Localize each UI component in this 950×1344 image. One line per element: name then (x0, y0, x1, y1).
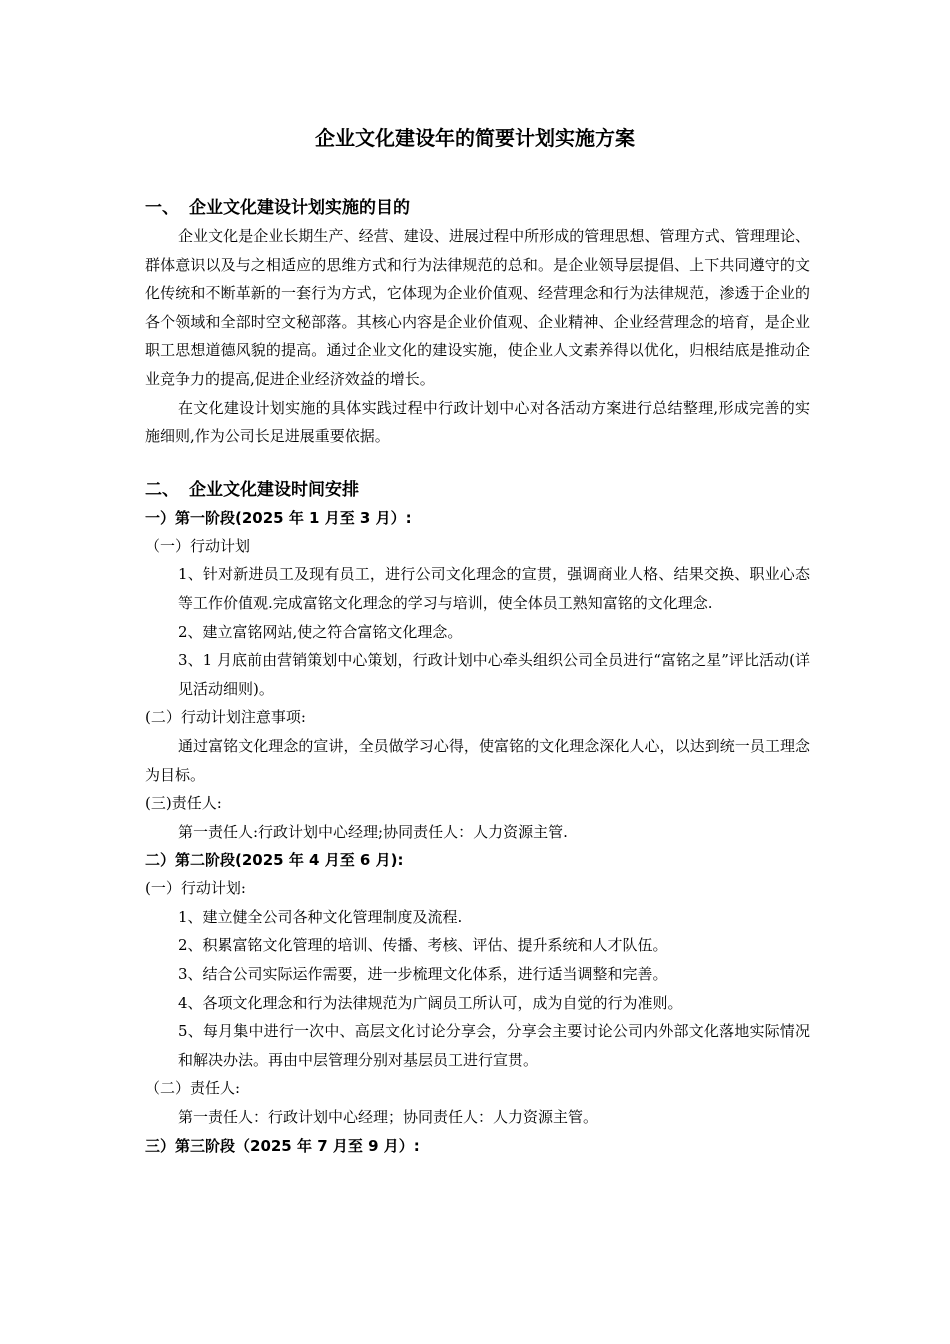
list-item: 4、各项文化理念和行为法律规范为广阔员工所认可，成为自觉的行为准则。 (178, 993, 683, 1012)
list-item: 2、积累富铭文化管理的培训、传播、考核、评估、提升系统和人才队伍。 (178, 936, 668, 955)
list-item: 5、每月集中进行一次中、高层文化讨论分享会，分享会主要讨论公司内外部文化落地实际情况和解决办法。再由中层管理分别对基层员工进行宣贯。 (178, 1022, 810, 1069)
list-item: 2、建立富铭网站,使之符合富铭文化理念。 (178, 622, 463, 641)
paragraph: 在文化建设计划实施的具体实践过程中行政计划中心对各活动方案进行总结整理,形成完善的实施细则,作为公司长足进展重要依据。 (145, 398, 810, 446)
list-item: 3、1 月底前由营销策划中心策划，行政计划中心牵头组织公司全员进行“富铭之星”评比活动(详见活动细则)。 (178, 651, 810, 698)
list-item: 3、结合公司实际运作需要，进一步梳理文化体系，进行适当调整和完善。 (178, 965, 668, 984)
section-heading-purpose (145, 195, 810, 222)
section-heading-schedule (145, 477, 810, 504)
section-title: 企业文化建设计划实施的目的 (189, 198, 410, 218)
section-title: 企业文化建设时间安排 (189, 479, 359, 500)
paragraph: 第一责任人:行政计划中心经理;协同责任人：人力资源主管. (178, 822, 568, 841)
subheading: （二）责任人: (145, 1079, 241, 1098)
section-number: 一、 (145, 198, 179, 218)
subheading: （一）行动计划 (145, 536, 251, 555)
paragraph: 企业文化是企业长期生产、经营、建设、进展过程中所形成的管理思想、管理方式、管理理论、群体意识以及与之相适应的思维方式和行为法律规范的总和。是企业领导层提倡、上下共同遵守的文化传统和不断革新的一套行为方式，它体现为企业价值观、经营理念和行为法律规范，渗透于企业的各个领域和全部时空文秘部落。其核心内容是企业价值观、企业精神、企业经营理念的培育，是企业职工思想道德风貌的提高。通过企业文化的建设实施，使企业人文素养得以优化，归根结底是推动企业竞争力的提高,促进企业经济效益的增长。 (145, 227, 810, 388)
section-number: 二、 (145, 479, 179, 500)
stage-heading: 三）第三阶段（2025 年 7 月至 9 月）: (145, 1136, 420, 1155)
list-item: 1、建立健全公司各种文化管理制度及流程. (178, 907, 463, 926)
subheading: (三)责任人: (145, 794, 222, 813)
stage-heading: 二）第二阶段(2025 年 4 月至 6 月): (145, 851, 404, 870)
subheading: (二）行动计划注意事项: (145, 708, 306, 727)
paragraph: 第一责任人：行政计划中心经理；协同责任人：人力资源主管。 (178, 1108, 599, 1127)
stage-heading: 一）第一阶段(2025 年 1 月至 3 月）: (145, 508, 412, 527)
subheading: (一）行动计划: (145, 879, 246, 898)
paragraph: 通过富铭文化理念的宣讲，全员做学习心得，使富铭的文化理念深化人心，以达到统一员工理念为目标。 (145, 736, 810, 784)
page-title: 企业文化建设年的简要计划实施方案 (315, 126, 635, 150)
list-item: 1、针对新进员工及现有员工，进行公司文化理念的宣贯，强调商业人格、结果交换、职业心态等工作价值观.完成富铭文化理念的学习与培训，使全体员工熟知富铭的文化理念. (178, 565, 810, 612)
document-body (145, 195, 810, 1160)
